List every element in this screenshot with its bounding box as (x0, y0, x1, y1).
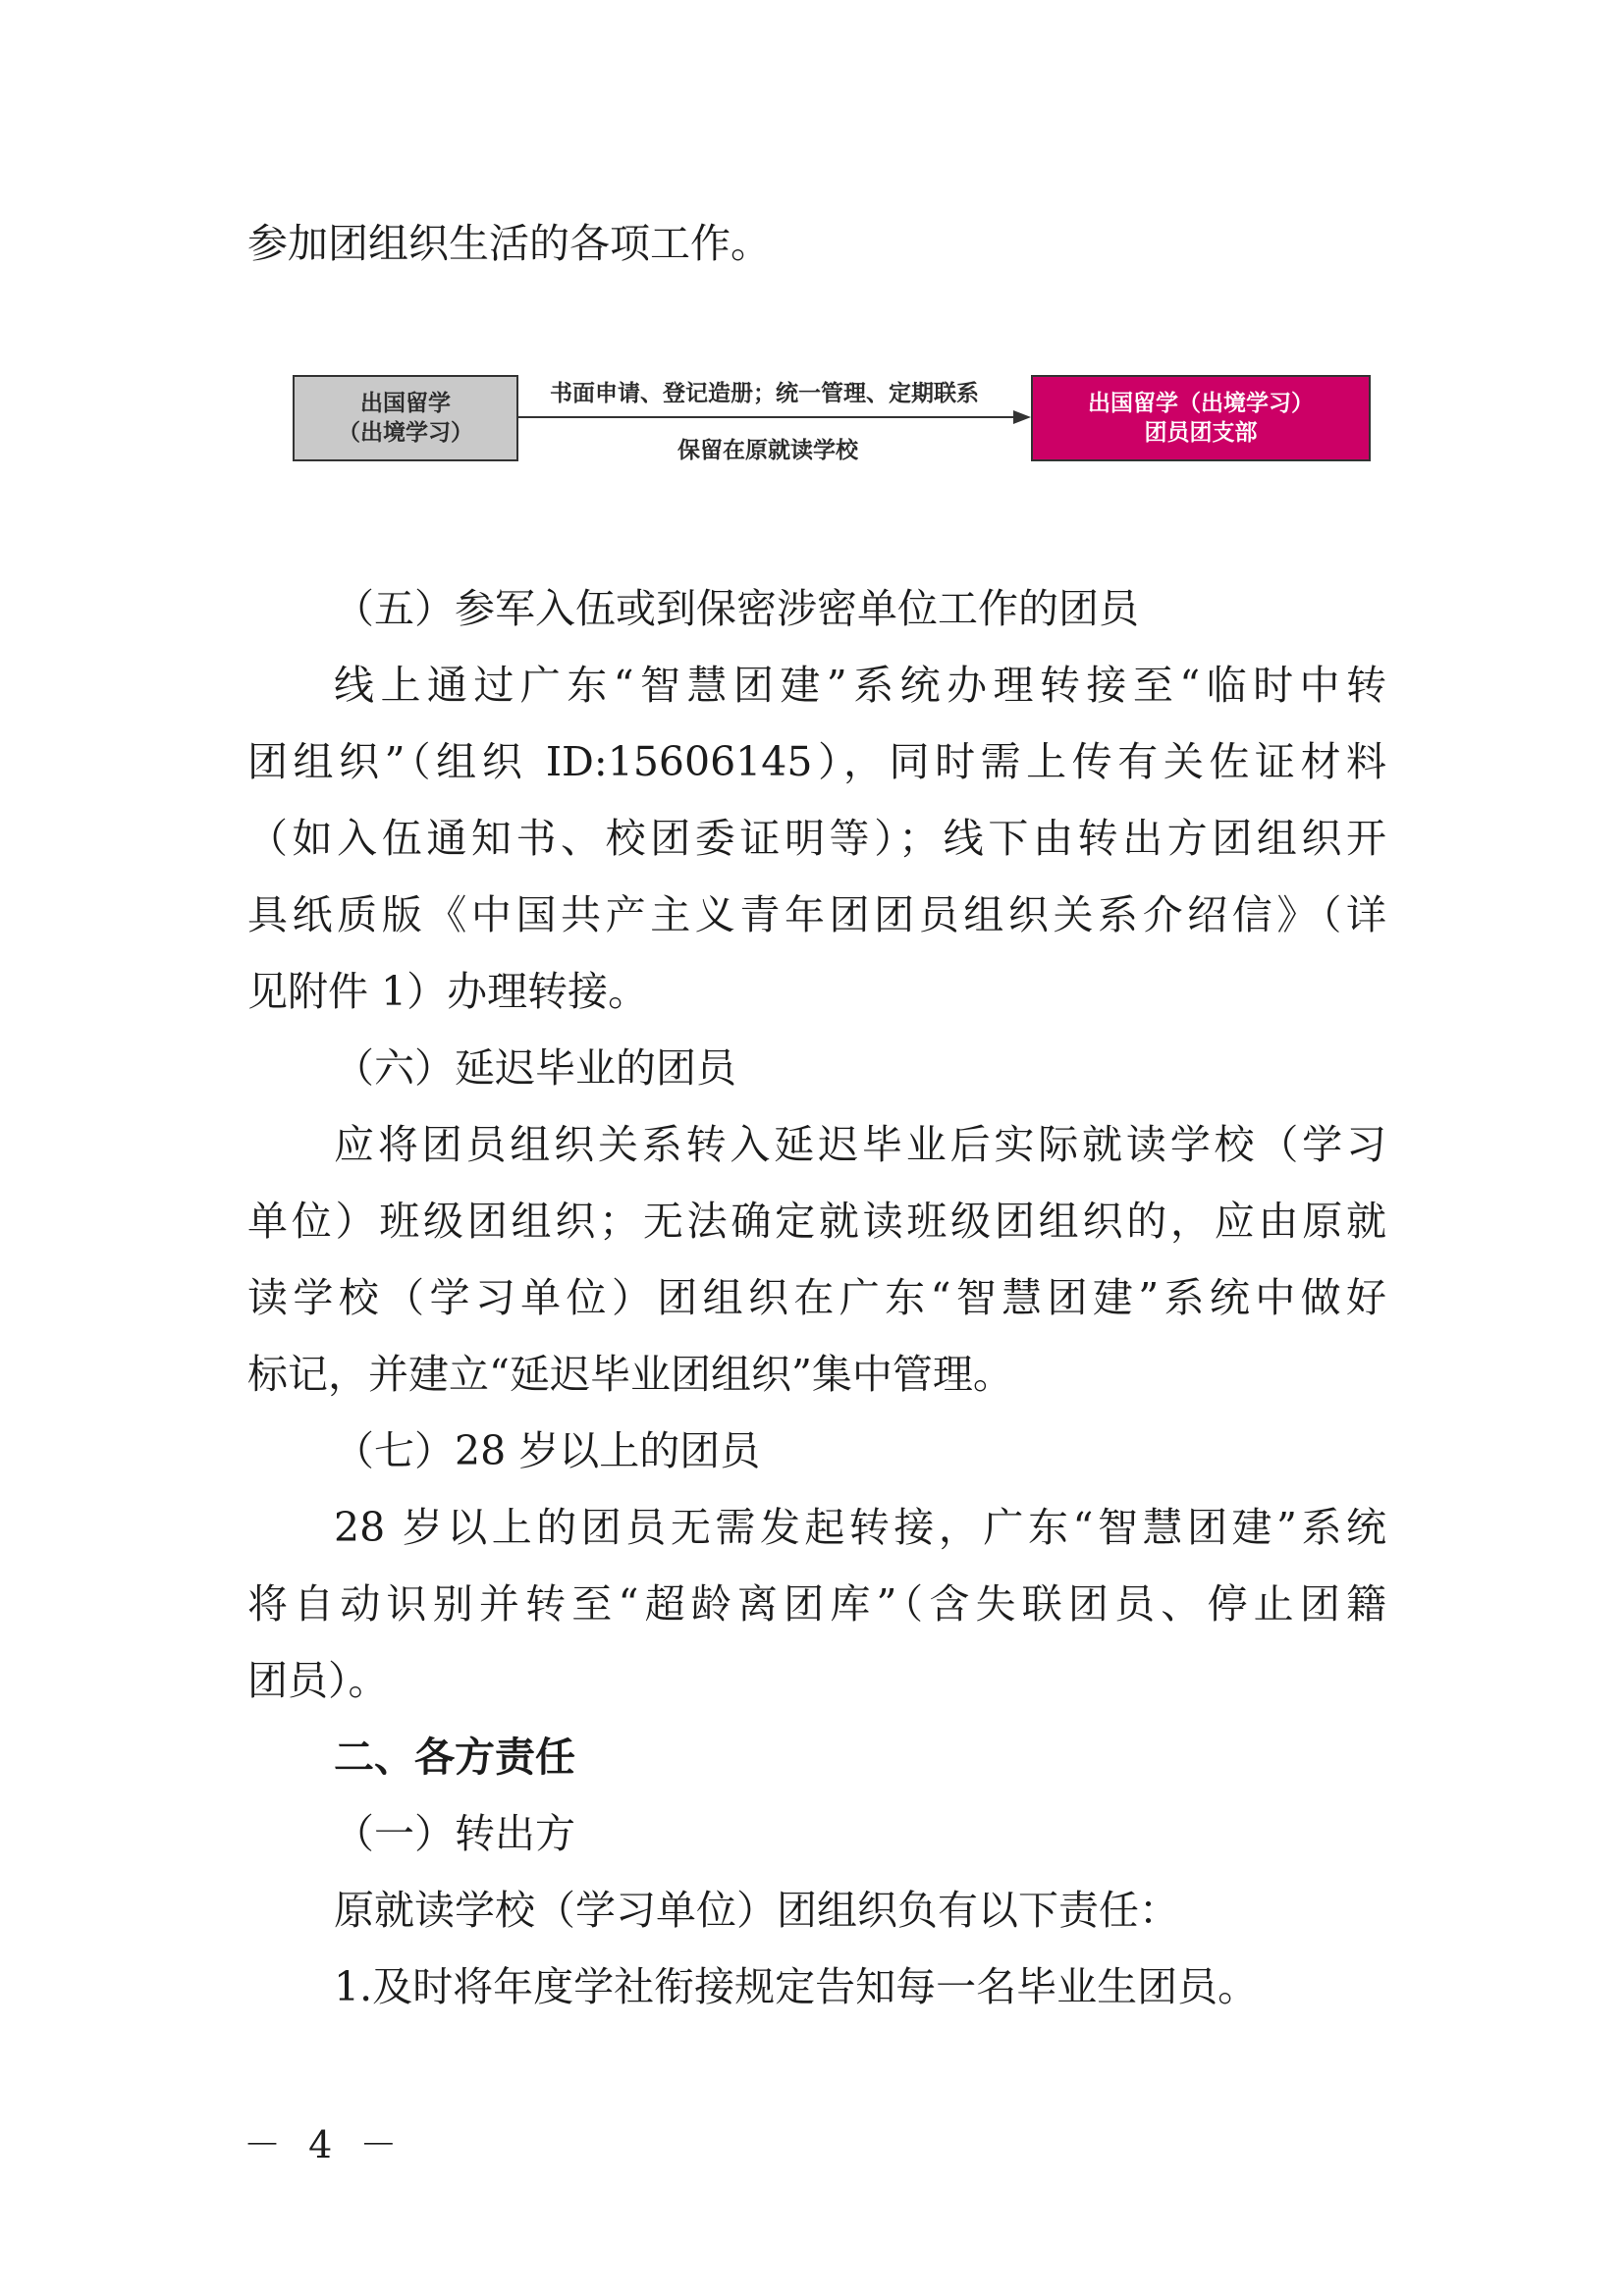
section-heading: （一）转出方 (334, 1810, 575, 1857)
section-heading: （六）延迟毕业的团员 (334, 1044, 736, 1092)
paragraph-line: 单位）班级团组织；无法确定就读班级团组织的，应由原就 (247, 1198, 1386, 1245)
arrow-right-icon (1013, 410, 1031, 424)
flow-target-line1: 出国留学（出境学习） (1088, 391, 1314, 416)
section-heading: （五）参军入伍或到保密涉密单位工作的团员 (334, 585, 1139, 632)
paragraph-line: 线上通过广东“智慧团建”系统办理转接至“临时中转 (334, 662, 1386, 709)
paragraph-line: 将自动识别并转至“超龄离团库”（含失联团员、停止团籍 (247, 1580, 1386, 1628)
paragraph-line: 见附件 1）办理转接。 (247, 968, 649, 1015)
paragraph-line: 团员）。 (247, 1657, 389, 1704)
paragraph-line: 团组织”（组织 ID:15606145），同时需上传有关佐证材料 (247, 738, 1386, 785)
paragraph-line: 标记，并建立“延迟毕业团组织”集中管理。 (247, 1351, 1013, 1398)
section-heading: （七）28 岁以上的团员 (334, 1427, 761, 1474)
flow-source-line1: 出国留学 (360, 391, 451, 416)
chapter-heading: 二、各方责任 (334, 1734, 575, 1781)
paragraph-line: （如入伍通知书、校团委证明等）；线下由转出方团组织开 (247, 815, 1386, 862)
paragraph-line: 28 岁以上的团员无需发起转接，广东“智慧团建”系统 (334, 1504, 1386, 1551)
paragraph-line: 原就读学校（学习单位）团组织负有以下责任： (334, 1887, 1179, 1934)
flow-arrow-label-bottom: 保留在原就读学校 (677, 438, 858, 463)
flow-arrow-line (518, 416, 1015, 418)
flow-arrow-label-top: 书面申请、登记造册；统一管理、定期联系 (550, 381, 979, 406)
paragraph-line: 参加团组织生活的各项工作。 (247, 220, 771, 267)
page-number: － 4 － (244, 2123, 406, 2166)
flow-target-line2: 团员团支部 (1144, 420, 1258, 446)
paragraph-line: 具纸质版《中国共产主义青年团团员组织关系介绍信》（详 (247, 891, 1386, 938)
paragraph-line: 读学校（学习单位）团组织在广东“智慧团建”系统中做好 (247, 1274, 1386, 1321)
paragraph-line: 应将团员组织关系转入延迟毕业后实际就读学校（学习 (334, 1121, 1386, 1168)
flow-target-box (1031, 375, 1371, 461)
paragraph-line: 1.及时将年度学社衔接规定告知每一名毕业生团员。 (334, 1963, 1259, 2010)
flow-source-line2: （出境学习） (338, 420, 473, 446)
flow-source-box (293, 375, 518, 461)
